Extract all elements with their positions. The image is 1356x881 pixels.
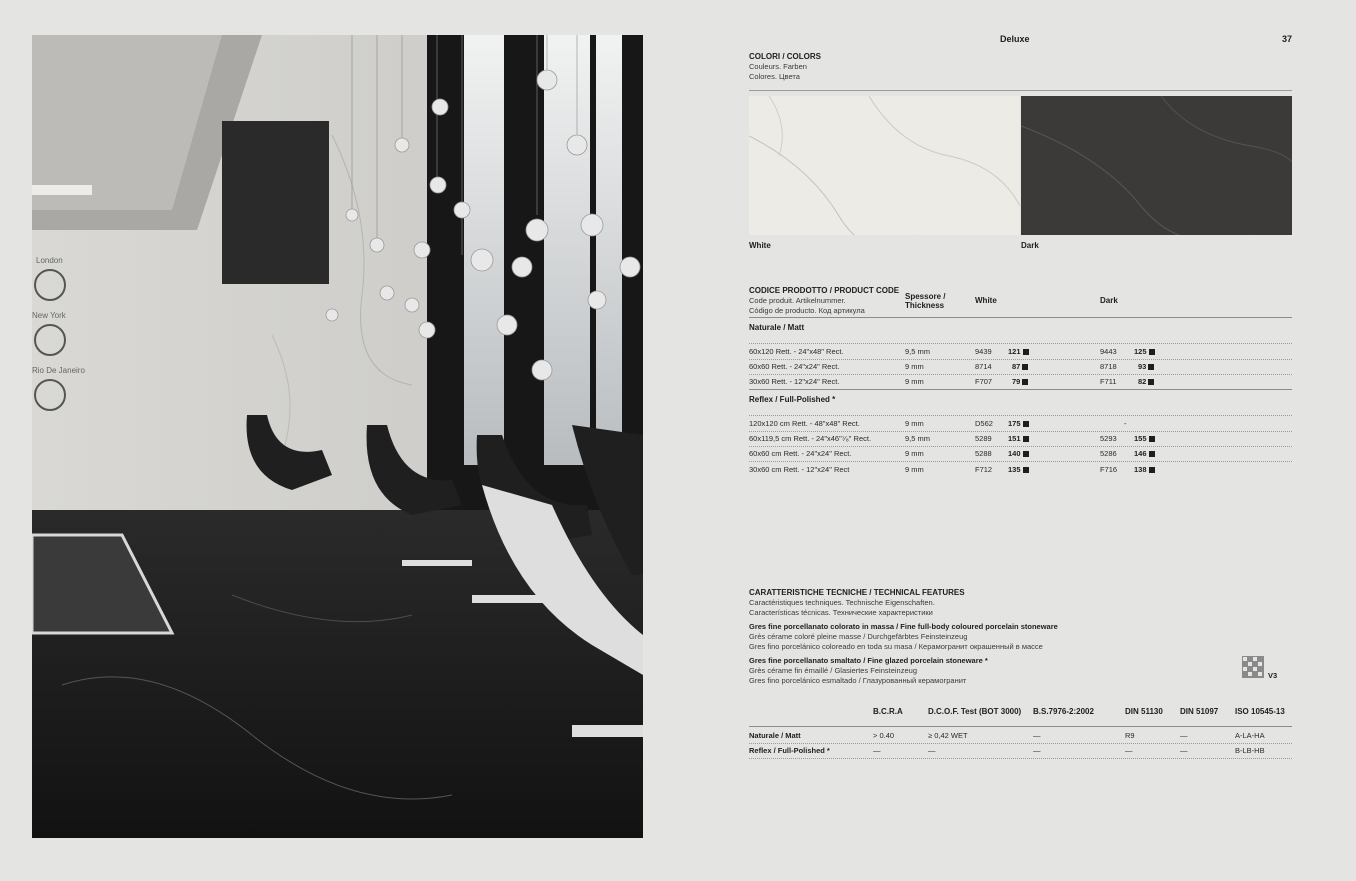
col-thickness: Spessore / bbox=[905, 292, 946, 301]
row-label: Naturale / Matt bbox=[749, 731, 801, 740]
thickness: 9 mm bbox=[905, 449, 924, 458]
size: 60x119,5 cm Rett. - 24"x46"⁷⁄₈" Rect. bbox=[749, 434, 872, 443]
thickness: 9,5 mm bbox=[905, 347, 931, 356]
white-num: 79 bbox=[1012, 377, 1021, 386]
size: 30x60 cm Rett. - 12"x24" Rect bbox=[749, 465, 850, 474]
cell: — bbox=[928, 746, 936, 755]
dark-num: 82 bbox=[1138, 377, 1147, 386]
white-code: D562 bbox=[975, 419, 993, 428]
white-num: 135 bbox=[1008, 465, 1021, 474]
dark-num: 138 bbox=[1134, 465, 1147, 474]
white-num: 87 bbox=[1012, 362, 1021, 371]
colors-sub1: Couleurs. Farben bbox=[749, 62, 807, 71]
cell: — bbox=[873, 746, 881, 755]
divider bbox=[749, 461, 1292, 462]
dark-code: 5286 bbox=[1100, 449, 1117, 458]
clock-label: Rio De Janeiro bbox=[32, 366, 85, 375]
dark-code: 9443 bbox=[1100, 347, 1117, 356]
swatch-label-dark: Dark bbox=[1021, 241, 1039, 250]
square-icon bbox=[1149, 436, 1155, 442]
square-icon bbox=[1023, 421, 1029, 427]
colors-sub2: Colores. Цвета bbox=[749, 72, 800, 81]
technical-sub2: Características técnicas. Технические характеристики bbox=[749, 608, 933, 617]
cell: A-LA-HA bbox=[1235, 731, 1265, 740]
product-code-sub1: Code produit. Artikelnummer. bbox=[749, 296, 846, 305]
technical-sub1: Caractéristiques techniques. Technische Eigenschaften. bbox=[749, 598, 935, 607]
variation-label: V3 bbox=[1268, 671, 1278, 680]
col-iso: ISO 10545-13 bbox=[1235, 707, 1285, 716]
thickness: 9 mm bbox=[905, 419, 924, 428]
dark-num: 146 bbox=[1134, 449, 1147, 458]
thickness: 9,5 mm bbox=[905, 434, 931, 443]
square-icon bbox=[1023, 349, 1029, 355]
white-code: 5288 bbox=[975, 449, 992, 458]
divider bbox=[749, 431, 1292, 432]
page-number: 37 bbox=[1281, 34, 1292, 44]
divider bbox=[749, 726, 1292, 727]
dark-num: 125 bbox=[1134, 347, 1147, 356]
dark-num: 155 bbox=[1134, 434, 1147, 443]
white-num: 121 bbox=[1008, 347, 1021, 356]
cell: > 0.40 bbox=[873, 731, 895, 740]
feature-2-line: Gres fino porcelánico esmaltado / Глазурованный керамогранит bbox=[749, 676, 967, 685]
square-icon bbox=[1148, 379, 1154, 385]
white-code: F712 bbox=[975, 465, 993, 474]
interior-photo bbox=[32, 35, 643, 838]
size: 30x60 Rett. - 12"x24" Rect. bbox=[749, 377, 840, 386]
square-icon bbox=[1023, 451, 1029, 457]
white-code: F707 bbox=[975, 377, 993, 386]
product-code-title: CODICE PRODOTTO / PRODUCT CODE bbox=[749, 286, 900, 295]
dark-code: - bbox=[1124, 419, 1127, 428]
feature-2-line: Grès cérame fin émaillé / Glasiertes Feinsteinzeug bbox=[749, 666, 917, 675]
divider bbox=[749, 374, 1292, 375]
size: 60x120 Rett. - 24"x48" Rect. bbox=[749, 347, 844, 356]
feature-2-title: Gres fine porcellanato smaltato / Fine glazed porcelain stoneware * bbox=[749, 656, 988, 665]
clock-label: New York bbox=[32, 311, 66, 320]
cell: R9 bbox=[1125, 731, 1135, 740]
cell: — bbox=[1125, 746, 1133, 755]
divider bbox=[749, 359, 1292, 360]
divider bbox=[749, 743, 1292, 744]
dark-num: 93 bbox=[1138, 362, 1147, 371]
divider bbox=[749, 90, 1292, 91]
collection-title: Deluxe bbox=[1000, 34, 1030, 44]
clock-label: London bbox=[36, 256, 63, 265]
dark-code: F711 bbox=[1100, 377, 1117, 386]
white-code: 5289 bbox=[975, 434, 992, 443]
white-num: 175 bbox=[1008, 419, 1021, 428]
swatch-dark bbox=[1021, 96, 1292, 235]
col-dcof: D.C.O.F. Test (BOT 3000) bbox=[928, 707, 1022, 716]
square-icon bbox=[1022, 364, 1028, 370]
thickness: 9 mm bbox=[905, 362, 924, 371]
size: 60x60 Rett. - 24"x24" Rect. bbox=[749, 362, 840, 371]
dark-code: 5293 bbox=[1100, 434, 1117, 443]
white-code: 9439 bbox=[975, 347, 992, 356]
divider bbox=[749, 343, 1292, 344]
thickness: 9 mm bbox=[905, 465, 924, 474]
divider bbox=[749, 446, 1292, 447]
white-num: 151 bbox=[1008, 434, 1021, 443]
product-code-sub2: Código de producto. Код артикула bbox=[749, 306, 865, 315]
divider bbox=[749, 389, 1292, 390]
feature-1-line: Grès cérame coloré pleine masse / Durchgefärbtes Feinsteinzeug bbox=[749, 632, 968, 641]
group-naturale: Naturale / Matt bbox=[749, 323, 805, 332]
swatch-white bbox=[749, 96, 1020, 235]
col-din51130: DIN 51130 bbox=[1125, 707, 1163, 716]
cell: — bbox=[1033, 731, 1041, 740]
square-icon bbox=[1149, 467, 1155, 473]
swatch-label-white: White bbox=[749, 241, 771, 250]
size: 120x120 cm Rett. - 48"x48" Rect. bbox=[749, 419, 860, 428]
cell: — bbox=[1180, 731, 1188, 740]
col-din51097: DIN 51097 bbox=[1180, 707, 1219, 716]
dark-code: 8718 bbox=[1100, 362, 1117, 371]
variation-icon bbox=[1242, 656, 1264, 678]
divider bbox=[749, 317, 1292, 318]
feature-1-title: Gres fine porcellanato colorato in massa / Fine full-body coloured porcelain stoneware bbox=[749, 622, 1058, 631]
col-bcra: B.C.R.A bbox=[873, 707, 903, 716]
cell: ≥ 0,42 WET bbox=[928, 731, 968, 740]
square-icon bbox=[1148, 364, 1154, 370]
col-thickness: Thickness bbox=[905, 301, 945, 310]
technical-title: CARATTERISTICHE TECNICHE / TECHNICAL FEATURES bbox=[749, 588, 965, 597]
square-icon bbox=[1022, 379, 1028, 385]
thickness: 9 mm bbox=[905, 377, 924, 386]
col-white: White bbox=[975, 296, 997, 305]
group-reflex: Reflex / Full-Polished * bbox=[749, 395, 836, 404]
cell: — bbox=[1180, 746, 1188, 755]
dark-code: F716 bbox=[1100, 465, 1118, 474]
white-num: 140 bbox=[1008, 449, 1021, 458]
colors-title: COLORI / COLORS bbox=[749, 52, 821, 61]
col-bs: B.S.7976-2:2002 bbox=[1033, 707, 1094, 716]
square-icon bbox=[1149, 349, 1155, 355]
cell: B-LB-HB bbox=[1235, 746, 1265, 755]
cell: — bbox=[1033, 746, 1041, 755]
divider bbox=[749, 415, 1292, 416]
divider bbox=[749, 758, 1292, 759]
size: 60x60 cm Rett. - 24"x24" Rect. bbox=[749, 449, 852, 458]
col-dark: Dark bbox=[1100, 296, 1118, 305]
white-code: 8714 bbox=[975, 362, 992, 371]
square-icon bbox=[1023, 436, 1029, 442]
row-label: Reflex / Full-Polished * bbox=[749, 746, 830, 755]
square-icon bbox=[1023, 467, 1029, 473]
feature-1-line: Gres fino porcelánico coloreado en toda su masa / Керамогранит окрашенный в массе bbox=[749, 642, 1043, 651]
square-icon bbox=[1149, 451, 1155, 457]
